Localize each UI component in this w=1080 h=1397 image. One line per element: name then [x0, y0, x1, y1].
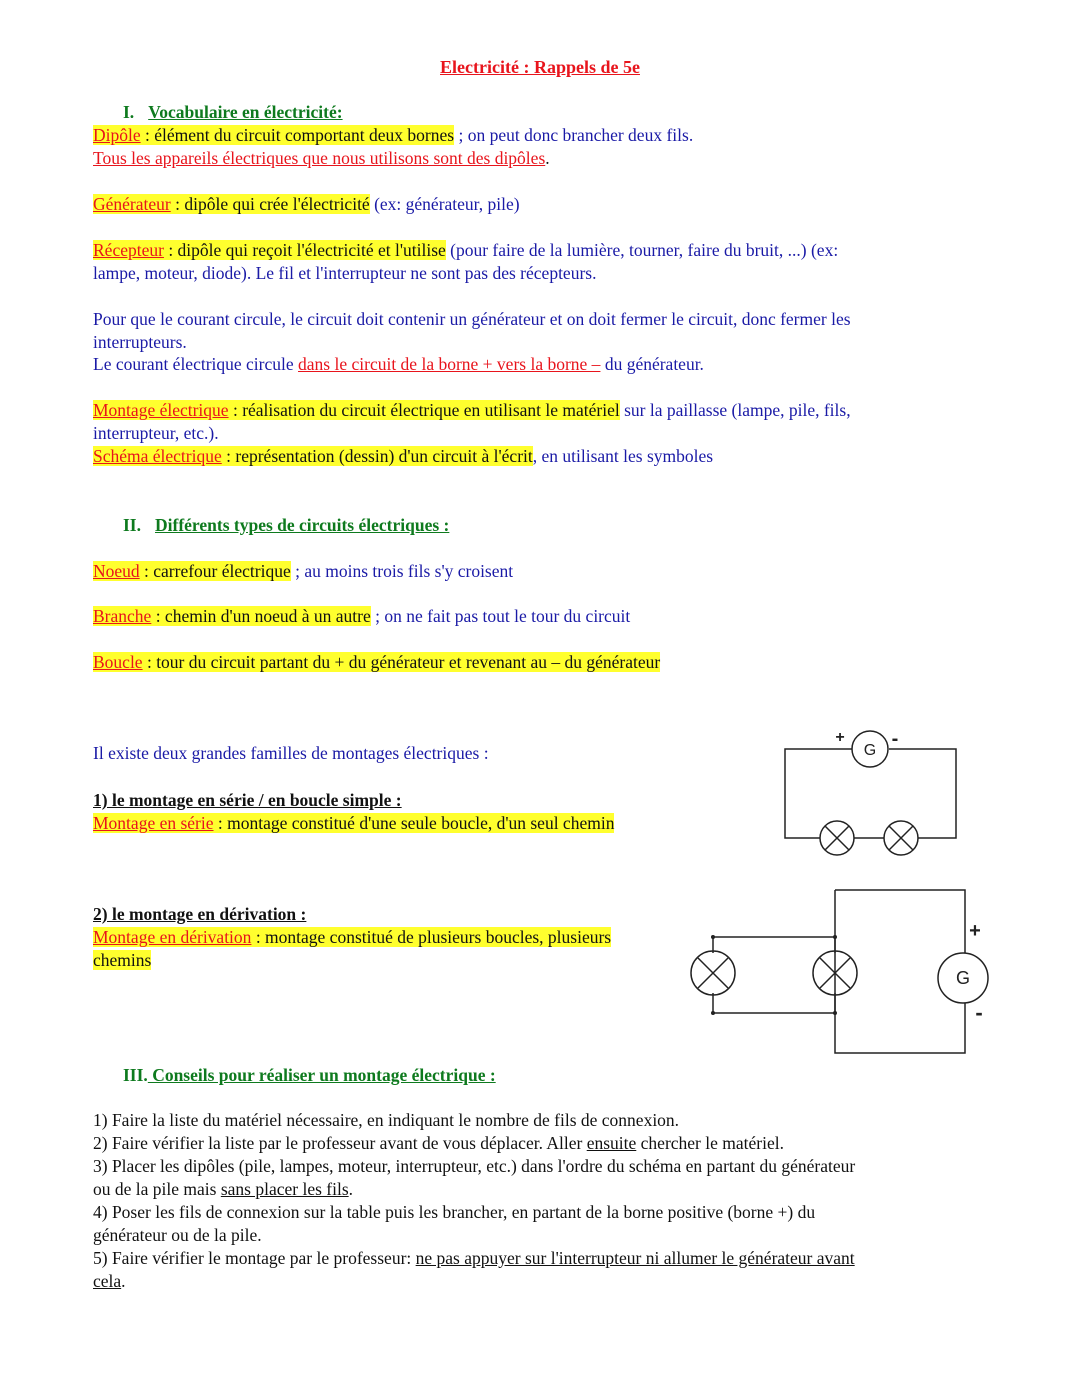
derivation-heading: 2) le montage en dérivation :: [93, 904, 307, 924]
derivation-definition: Montage en dérivation : montage constitué de plusieurs boucles, plusieurs: [93, 927, 612, 947]
series-lamp-2-cross: [889, 826, 913, 850]
generateur-definition: Générateur : dipôle qui crée l'électricité (ex: générateur, pile): [93, 194, 520, 214]
parallel-node-3: [711, 1011, 715, 1015]
series-lamp-1-cross: [825, 826, 849, 850]
conseil-5: 5) Faire vérifier le montage par le professeur: ne pas appuyer sur l'interrupteur ni allumer le générateur avant: [93, 1248, 855, 1268]
familles-text: Il existe deux grandes familles de montages électriques :: [93, 743, 489, 763]
parallel-wire-branch: [713, 937, 835, 1013]
courant-line1: Pour que le courant circule, le circuit doit contenir un générateur et on doit fermer le circuit, donc fermer les: [93, 309, 851, 329]
section-2-heading: II. Différents types de circuits électriques :: [123, 515, 450, 535]
schema-definition: Schéma électrique : représentation (dessin) d'un circuit à l'écrit, en utilisant les symboles: [93, 446, 714, 466]
parallel-node-2: [833, 935, 837, 939]
section-1-heading: I. Vocabulaire en électricité:: [123, 102, 343, 122]
parallel-minus-sign: -: [975, 1000, 983, 1025]
recepteur-line2: lampe, moteur, diode). Le fil et l'interrupteur ne sont pas des récepteurs.: [93, 263, 597, 283]
conseil-1: 1) Faire la liste du matériel nécessaire, en indiquant le nombre de fils de connexion.: [93, 1110, 680, 1130]
parallel-wire-outer: [835, 890, 965, 1053]
dipole-definition: Dipôle : élément du circuit comportant deux bornes ; on peut donc brancher deux fils.: [93, 125, 694, 145]
series-plus-sign: +: [835, 729, 845, 746]
dipole-note: Tous les appareils électriques que nous utilisons sont des dipôles.: [93, 148, 550, 168]
noeud-definition: Noeud : carrefour électrique ; au moins trois fils s'y croisent: [93, 561, 514, 581]
parallel-plus-sign: +: [969, 920, 981, 942]
series-wire-loop: [785, 749, 956, 838]
conseil-4-line2: générateur ou de la pile.: [93, 1225, 262, 1245]
parallel-lamp-1-cross: [698, 958, 728, 988]
derivation-line2: chemins: [93, 950, 152, 970]
series-circuit-diagram: [780, 725, 970, 865]
conseil-4: 4) Poser les fils de connexion sur la table puis les brancher, en partant de la borne positive (borne +) du: [93, 1202, 816, 1222]
conseil-3: 3) Placer les dipôles (pile, lampes, moteur, interrupteur, etc.) dans l'ordre du schéma en partant du générateur: [93, 1156, 856, 1176]
recepteur-definition: Récepteur : dipôle qui reçoit l'électricité et l'utilise (pour faire de la lumière, tourner, faire du bruit, ...) (ex:: [93, 240, 839, 260]
series-minus-sign: -: [891, 728, 899, 750]
branche-definition: Branche : chemin d'un noeud à un autre ; on ne fait pas tout le tour du circuit: [93, 606, 631, 626]
courant-line2: interrupteurs.: [93, 332, 187, 352]
parallel-node-1: [711, 935, 715, 939]
parallel-node-4: [833, 1011, 837, 1015]
montage-definition: Montage électrique : réalisation du circuit électrique en utilisant le matériel sur la paillasse (lampe, pile, fils,: [93, 400, 851, 420]
parallel-circuit-diagram: [685, 885, 995, 1060]
conseil-2: 2) Faire vérifier la liste par le professeur avant de vous déplacer. Aller ensuite chercher le matériel.: [93, 1133, 784, 1153]
series-generator-label: G: [863, 742, 877, 759]
page-title: Electricité : Rappels de 5e: [440, 57, 640, 77]
conseil-5-line2: cela.: [93, 1271, 126, 1291]
parallel-generator-label: G: [955, 968, 971, 988]
serie-heading: 1) le montage en série / en boucle simple :: [93, 790, 402, 810]
section-3-heading: III. Conseils pour réaliser un montage électrique :: [123, 1065, 496, 1085]
conseil-3-line2: ou de la pile mais sans placer les fils.: [93, 1179, 354, 1199]
montage-line2: interrupteur, etc.).: [93, 423, 219, 443]
serie-definition: Montage en série : montage constitué d'une seule boucle, d'un seul chemin: [93, 813, 615, 833]
boucle-definition: Boucle : tour du circuit partant du + du générateur et revenant au – du générateur: [93, 652, 661, 672]
courant-line3: Le courant électrique circule dans le circuit de la borne + vers la borne – du générateur.: [93, 354, 704, 374]
